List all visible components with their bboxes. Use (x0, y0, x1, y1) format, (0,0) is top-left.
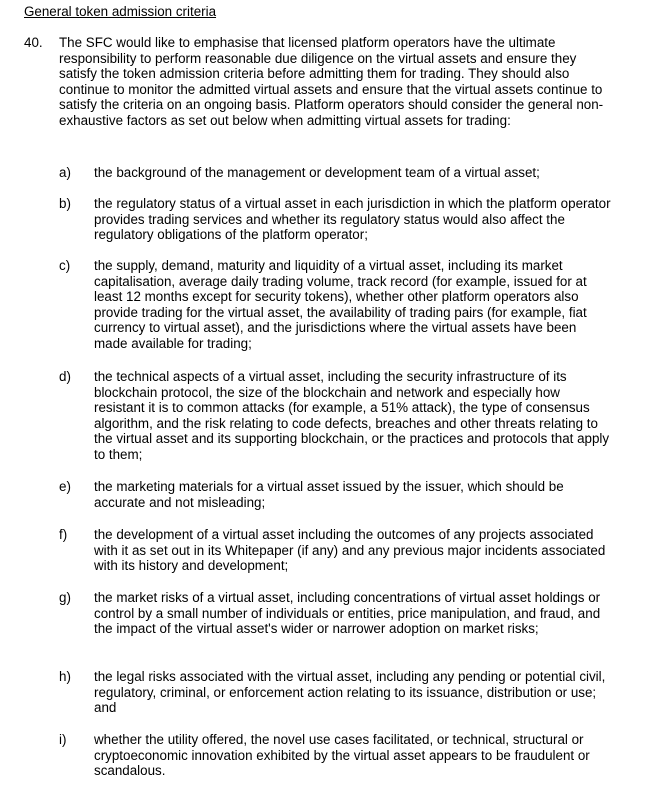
list-item-label: c) (59, 258, 71, 273)
list-item-text: the regulatory status of a virtual asset in each jurisdiction in which the platform operator provides trading services and whether its regulatory status would also affect the regulatory obligations of the platform operator; (94, 196, 611, 243)
list-item-text: the market risks of a virtual asset, including concentrations of virtual asset holdings or control by a small number of individuals or entities, price manipulation, and fraud, and the impact of the virtual asset's wider or narrower adoption on market risks; (94, 590, 601, 637)
section-heading: General token admission criteria (24, 4, 217, 19)
list-item-label: b) (59, 196, 71, 211)
paragraph-number: 40. (24, 35, 43, 50)
list-item-text: the supply, demand, maturity and liquidity of a virtual asset, including its market capitalisation, average daily trading volume, track record (for example, issued for at least 12 months except for security tokens), whether other platform operators also provide trading for the virtual asset, the availability of trading pairs (for example, fiat currency to virtual asset), and the jurisdictions where the virtual assets have been made available for trading; (94, 258, 587, 351)
list-item-text: the marketing materials for a virtual asset issued by the issuer, which should be accurate and not misleading; (94, 479, 564, 510)
list-item-label: h) (59, 669, 71, 684)
paragraph-text: The SFC would like to emphasise that licensed platform operators have the ultimate responsibility to perform reasonable due diligence on the virtual assets and ensure they satisfy the token admission criteria before admitting them for trading. They should also continue to monitor the admitted virtual assets and ensure that the virtual assets continue to satisfy the criteria on an ongoing basis. Platform operators should consider the general non-exhaustive factors as set out below when admitting virtual assets for trading: (59, 35, 604, 128)
list-item-text: the technical aspects of a virtual asset, including the security infrastructure of its blockchain protocol, the size of the blockchain and network and especially how resistant it is to common attacks (for example, a 51% attack), the type of consensus algorithm, and the risk relating to code defects, breaches and other threats relating to the virtual asset and its supporting blockchain, or the practices and protocols that apply to them; (94, 369, 610, 462)
list-item-label: a) (59, 165, 71, 180)
list-item-text: the background of the management or development team of a virtual asset; (94, 165, 540, 180)
list-item-text: the development of a virtual asset including the outcomes of any projects associated with it as set out in its Whitepaper (if any) and any previous major incidents associated with its history and development; (94, 527, 606, 574)
list-item-label: g) (59, 590, 71, 605)
list-item-label: f) (59, 527, 68, 542)
list-item-label: e) (59, 479, 71, 494)
list-item-label: d) (59, 369, 71, 384)
list-item-text: whether the utility offered, the novel use cases facilitated, or technical, structural or cryptoeconomic innovation exhibited by the virtual asset appears to be fraudulent or scandalous. (94, 732, 590, 779)
list-item-text: the legal risks associated with the virtual asset, including any pending or potential civil, regulatory, criminal, or enforcement action relating to its issuance, distribution or use; and (94, 669, 606, 716)
list-item-label: i) (59, 732, 67, 747)
